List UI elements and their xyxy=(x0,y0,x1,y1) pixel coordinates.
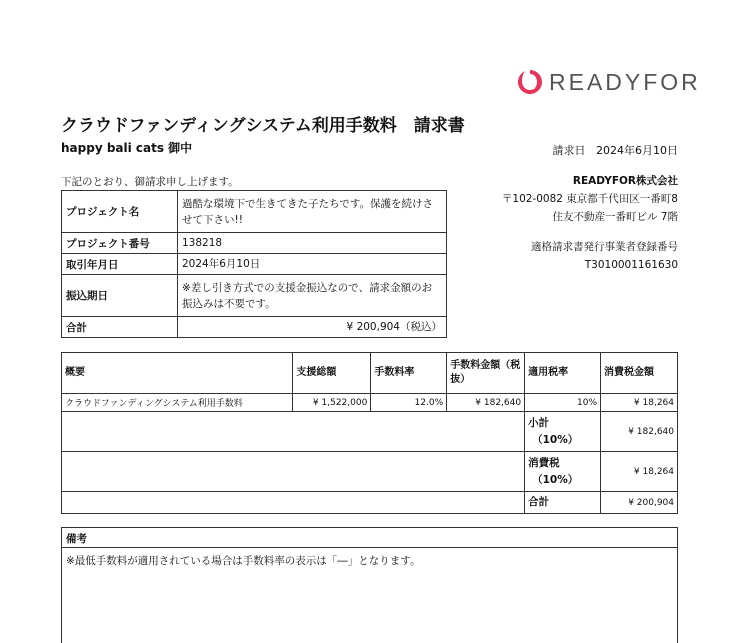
header-tax-amount: 消費税金額 xyxy=(601,353,678,394)
subtotal-label-text: 小計 xyxy=(528,416,550,429)
transaction-date-label: 取引年月日 xyxy=(62,254,178,275)
total-value: ¥ 200,904 xyxy=(601,492,678,514)
table-row xyxy=(62,394,678,412)
project-name-value: 過酷な環境下で生きてきた子たちです。保護を続けさせて下さい!! xyxy=(178,191,447,233)
tax-value: ¥ 18,264 xyxy=(601,452,678,492)
readyfor-logo-icon xyxy=(516,68,544,96)
summary-row-project-number xyxy=(62,233,447,254)
recipient-name: happy bali cats 御中 xyxy=(61,141,193,155)
row-fee-amount: ¥ 182,640 xyxy=(447,394,525,412)
document-title: クラウドファンディングシステム利用手数料 請求書 xyxy=(61,116,465,136)
brand-name: READYFOR xyxy=(549,69,701,95)
summary-table xyxy=(61,190,447,338)
subtotal-value: ¥ 182,640 xyxy=(601,412,678,452)
tax-spacer xyxy=(62,452,525,492)
header-fee-rate: 手数料率 xyxy=(371,353,447,394)
payment-due-label: 振込期日 xyxy=(62,275,178,317)
invoice-date-label: 請求日 xyxy=(552,144,586,157)
remarks-body: ※最低手数料が適用されている場合は手数料率の表示は「―」となります。 xyxy=(66,555,421,567)
payment-due-value: ※差し引き方式での支援金振込なので、請求金額のお振込みは不要です。 xyxy=(178,275,447,317)
row-tax-rate: 10% xyxy=(525,394,601,412)
items-header-row xyxy=(62,353,678,394)
brand-logo xyxy=(516,68,701,96)
registration-label: 適格請求書発行事業者登録番号 xyxy=(531,241,678,253)
subtotal-spacer xyxy=(62,412,525,452)
summary-row-total xyxy=(62,317,447,338)
row-tax-amount: ¥ 18,264 xyxy=(601,394,678,412)
company-address-line1: 〒102-0082 東京都千代田区一番町8 xyxy=(501,193,678,205)
remarks-header: 備考 xyxy=(62,528,677,548)
intro-text: 下記のとおり、御請求申し上げます。 xyxy=(61,176,239,188)
project-name-label: プロジェクト名 xyxy=(62,191,178,233)
header-total-support: 支援総額 xyxy=(293,353,371,394)
remarks-box xyxy=(61,527,678,643)
summary-total-label: 合計 xyxy=(62,317,178,338)
header-summary: 概要 xyxy=(62,353,293,394)
row-summary: クラウドファンディングシステム利用手数料 xyxy=(62,394,293,412)
subtotal-rate: （10%） xyxy=(532,433,579,446)
registration-number: T3010001161630 xyxy=(584,259,678,271)
summary-row-payment-due xyxy=(62,275,447,317)
tax-label-text: 消費税 xyxy=(528,456,560,469)
registration-info xyxy=(531,238,678,274)
invoice-date xyxy=(553,142,679,158)
company-info xyxy=(502,172,678,226)
transaction-date-value: 2024年6月10日 xyxy=(178,254,447,275)
project-number-value: 138218 xyxy=(178,233,447,254)
project-number-label: プロジェクト番号 xyxy=(62,233,178,254)
invoice-date-value: 2024年6月10日 xyxy=(596,144,678,157)
company-name: READYFOR株式会社 xyxy=(572,175,678,187)
total-row xyxy=(62,492,678,514)
tax-label xyxy=(525,452,601,492)
header-fee-amount: 手数料金額（税抜） xyxy=(447,353,525,394)
summary-row-transaction-date xyxy=(62,254,447,275)
total-label: 合計 xyxy=(525,492,601,514)
subtotal-label xyxy=(525,412,601,452)
summary-total-value: ¥ 200,904（税込） xyxy=(178,317,447,338)
row-fee-rate: 12.0% xyxy=(371,394,447,412)
items-table xyxy=(61,352,678,514)
row-total-support: ¥ 1,522,000 xyxy=(293,394,371,412)
subtotal-row xyxy=(62,412,678,452)
header-tax-rate: 適用税率 xyxy=(525,353,601,394)
tax-row xyxy=(62,452,678,492)
summary-row-project-name xyxy=(62,191,447,233)
company-address-line2: 住友不動産一番町ビル 7階 xyxy=(552,211,678,223)
tax-rate: （10%） xyxy=(532,473,579,486)
total-spacer xyxy=(62,492,525,514)
